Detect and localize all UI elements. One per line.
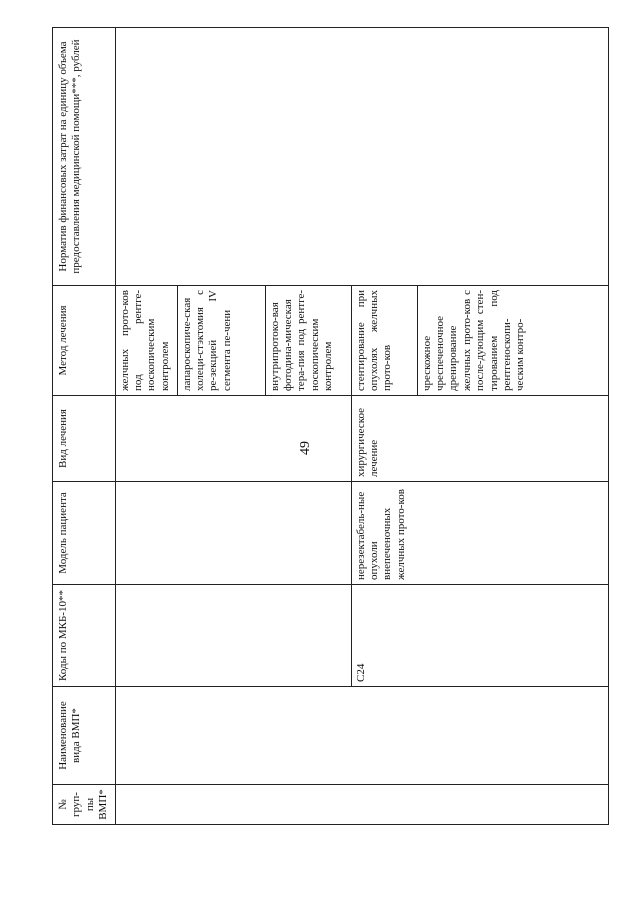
cell-method: чрескожное чреспеченочное дренирование желчных прото-ков с после-дующим стен-тированием под рентгеноскопи-ческим контро- [417, 286, 608, 396]
cell-method: лапароскопиче-ская холеци-стэктомия с ре-зекцией IV сегмента пе-чени [177, 286, 265, 396]
cell-type [115, 396, 351, 482]
header-codes: Коды по МКБ-10** [53, 585, 116, 687]
cell-codes: C24 [351, 585, 608, 687]
table-row [115, 28, 177, 825]
cell-model [115, 482, 351, 585]
header-row [53, 28, 116, 825]
cell-method: внутрипротоко-вая фотодина-мическая тера-пия под рентге-носкопическим контролем [265, 286, 351, 396]
cell-method: желчных прото-ков под рентге-носкопическим контролем [115, 286, 177, 396]
cell-group [115, 785, 608, 825]
vmp-table [52, 27, 609, 825]
cell-model: нерезектабель-ные опухоли внепеченочных желчных прото-ков [351, 482, 608, 585]
header-group: № груп-пы ВМП* [53, 785, 116, 825]
cell-codes [115, 585, 351, 687]
header-name: Наименование вида ВМП* [53, 687, 116, 785]
cell-method: стентирование при опухолях желчных прото-ков [351, 286, 417, 396]
cell-name [115, 687, 608, 785]
header-method: Метод лечения [53, 286, 116, 396]
header-model: Модель пациента [53, 482, 116, 585]
cell-cost [115, 28, 608, 286]
header-type: Вид лечения [53, 396, 116, 482]
rotated-table-container [52, 28, 609, 825]
page-number: 49 [298, 441, 313, 455]
header-cost: Норматив финансовых затрат на единицу объема предоставления медицинской помощи***, рублей [53, 28, 116, 286]
cell-type: хирургическое лечение [351, 396, 608, 482]
